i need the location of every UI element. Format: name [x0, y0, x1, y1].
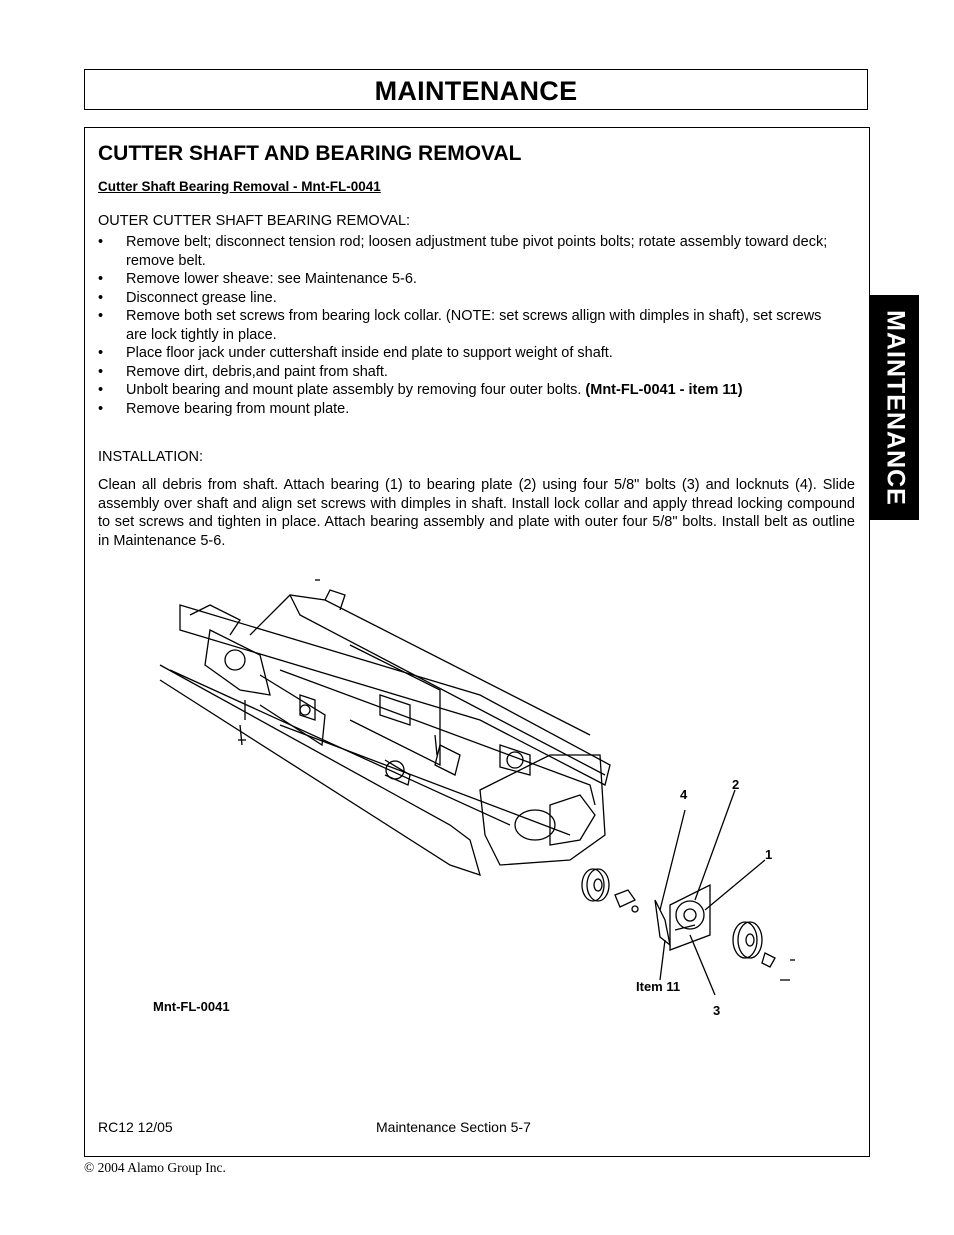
bullet-marker: • [98, 345, 104, 361]
bullet-marker: • [98, 363, 104, 380]
list-item-text: Remove belt; disconnect tension rod; loosen adjustment tube pivot points bolts; rotate assembly toward deck; remove belt. [126, 234, 828, 269]
bullet-marker: • [98, 289, 104, 306]
bullet-marker: • [98, 400, 104, 417]
bullet-marker: • [98, 308, 104, 324]
bearing-assembly-drawing [582, 869, 795, 980]
list-item-text: Remove dirt, debris,and paint from shaft. [126, 363, 388, 380]
bullet-marker: • [98, 382, 104, 398]
section-title: CUTTER SHAFT AND BEARING REMOVAL [98, 142, 522, 165]
list-item-text: Remove bearing from mount plate. [126, 400, 350, 417]
footer-doc-id: RC12 12/05 [98, 1119, 173, 1135]
callout-2: 2 [732, 777, 740, 792]
callout-3: 3 [713, 1003, 721, 1018]
callout-4: 4 [680, 787, 688, 802]
list-item [98, 400, 838, 419]
removal-heading: OUTER CUTTER SHAFT BEARING REMOVAL: [98, 213, 411, 229]
bullet-marker: • [98, 234, 104, 250]
list-item [98, 307, 838, 344]
callout-1: 1 [765, 847, 773, 862]
cutter-shaft-diagram [150, 575, 810, 1025]
page-header-title: MAINTENANCE [374, 76, 578, 106]
installation-heading: INSTALLATION: [98, 449, 204, 465]
list-item [98, 344, 838, 363]
removal-steps-list [98, 233, 838, 418]
list-item [98, 233, 838, 270]
list-item-text: Remove both set screws from bearing lock collar. (NOTE: set screws allign with dimples in shaft), set screws are lock tightly in place. [126, 308, 822, 343]
list-item-text: Unbolt bearing and mount plate assembly by removing four outer bolts. [126, 382, 586, 398]
figure-code: Mnt-FL-0041 [153, 999, 230, 1014]
bullet-marker: • [98, 271, 104, 287]
side-tab-label: MAINTENANCE [881, 309, 909, 506]
list-item-text: Place floor jack under cuttershaft inside end plate to support weight of shaft. [126, 345, 613, 361]
callout-item-11: Item 11 [636, 979, 681, 994]
list-item-text: Remove lower sheave: see Maintenance 5-6. [126, 271, 417, 287]
installation-paragraph: Clean all debris from shaft. Attach bearing (1) to bearing plate (2) using four 5/8" bolts (3) and locknuts (4). Slide assembly over shaft and align set screws with dimples in shaft. Install lock collar and apply thread locking compound to set screws and tighten in place. Attach bearing assembly and plate with outer four 5/8" bolts. Install belt as outline in Maintenance 5-6. [98, 477, 855, 549]
list-item-text: Disconnect grease line. [126, 289, 277, 306]
list-item [98, 270, 838, 289]
header-box [84, 69, 868, 110]
list-item-bold-ref: (Mnt-FL-0041 - item 11) [585, 382, 743, 398]
section-subtitle: Cutter Shaft Bearing Removal - Mnt-FL-0041 [98, 179, 381, 194]
list-item [98, 363, 838, 382]
callout-leaders [660, 790, 765, 995]
side-tab [870, 295, 919, 520]
footer-section: Maintenance Section 5-7 [376, 1119, 531, 1135]
list-item [98, 289, 838, 308]
deck-housing-drawing [160, 580, 610, 875]
list-item [98, 381, 838, 400]
copyright: © 2004 Alamo Group Inc. [84, 1160, 226, 1175]
